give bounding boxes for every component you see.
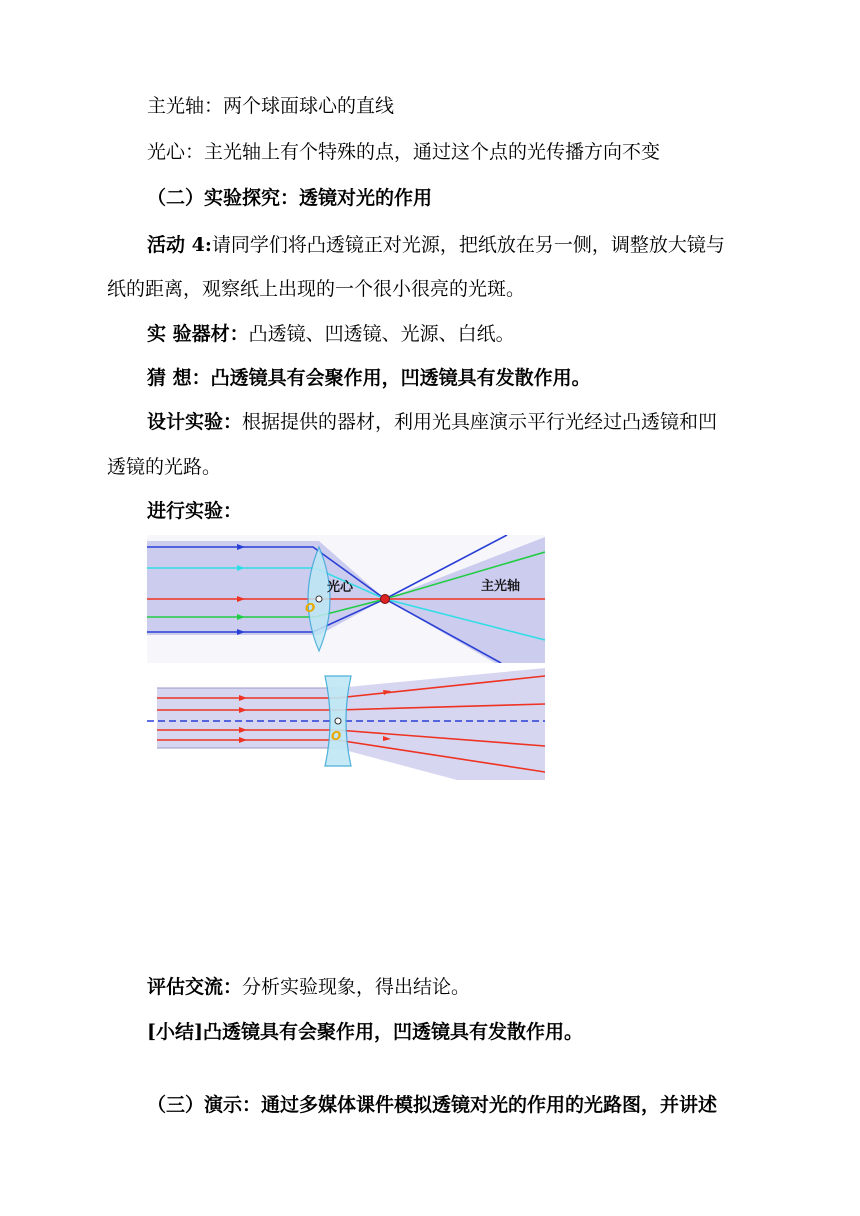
section-heading-2: （二）实验探究：透镜对光的作用 [147,187,433,209]
text-optical-center: 光心：主光轴上有个特殊的点，通过这个点的光传播方向不变 [147,141,661,163]
activity-4-continuation: 纸的距离，观察纸上出现的一个很小很亮的光斑。 [107,278,526,300]
design-continuation: 透镜的光路。 [107,456,222,478]
design-text: 根据提供的器材，利用光具座演示平行光经过凸透镜和凹 [242,411,718,433]
activity-4-paragraph [147,233,725,257]
text-principal-axis: 主光轴：两个球面球心的直线 [147,95,395,117]
optical-center-dot [316,596,322,602]
equipment-label: 实 验器材： [147,323,249,345]
section-heading-3: （三）演示：通过多媒体课件模拟透镜对光的作用的光路图，并讲述 [147,1094,718,1116]
principal-axis-label: 主光轴 [481,579,521,594]
design-label: 设计实验： [147,411,243,433]
concave-lens-figure [147,668,545,780]
center-symbol-o: O [305,601,316,615]
evaluation-label: 评估交流： [147,976,243,998]
optical-center-label: 光心 [327,580,354,595]
activity-4-text: 请同学们将凸透镜正对光源，把纸放在另一侧，调整放大镜与 [211,234,725,256]
activity-4-label: 活动 4: [147,234,212,256]
design-paragraph [147,410,717,434]
experiment-label: 进行实验： [147,500,243,522]
evaluation-text: 分析实验现象，得出结论。 [242,976,471,998]
concave-center-symbol: O [331,729,342,743]
concave-optical-center [335,718,341,724]
convex-lens-figure [147,535,545,663]
focal-point [381,595,390,604]
summary-paragraph: [小结]凸透镜具有会聚作用，凹透镜具有发散作用。 [147,1021,583,1043]
hypothesis-paragraph: 猜 想：凸透镜具有会聚作用，凹透镜具有发散作用。 [147,367,591,389]
equipment-text: 凸透镜、凹透镜、光源、白纸。 [248,323,515,345]
equipment-paragraph [147,322,515,346]
evaluation-paragraph [147,975,470,999]
